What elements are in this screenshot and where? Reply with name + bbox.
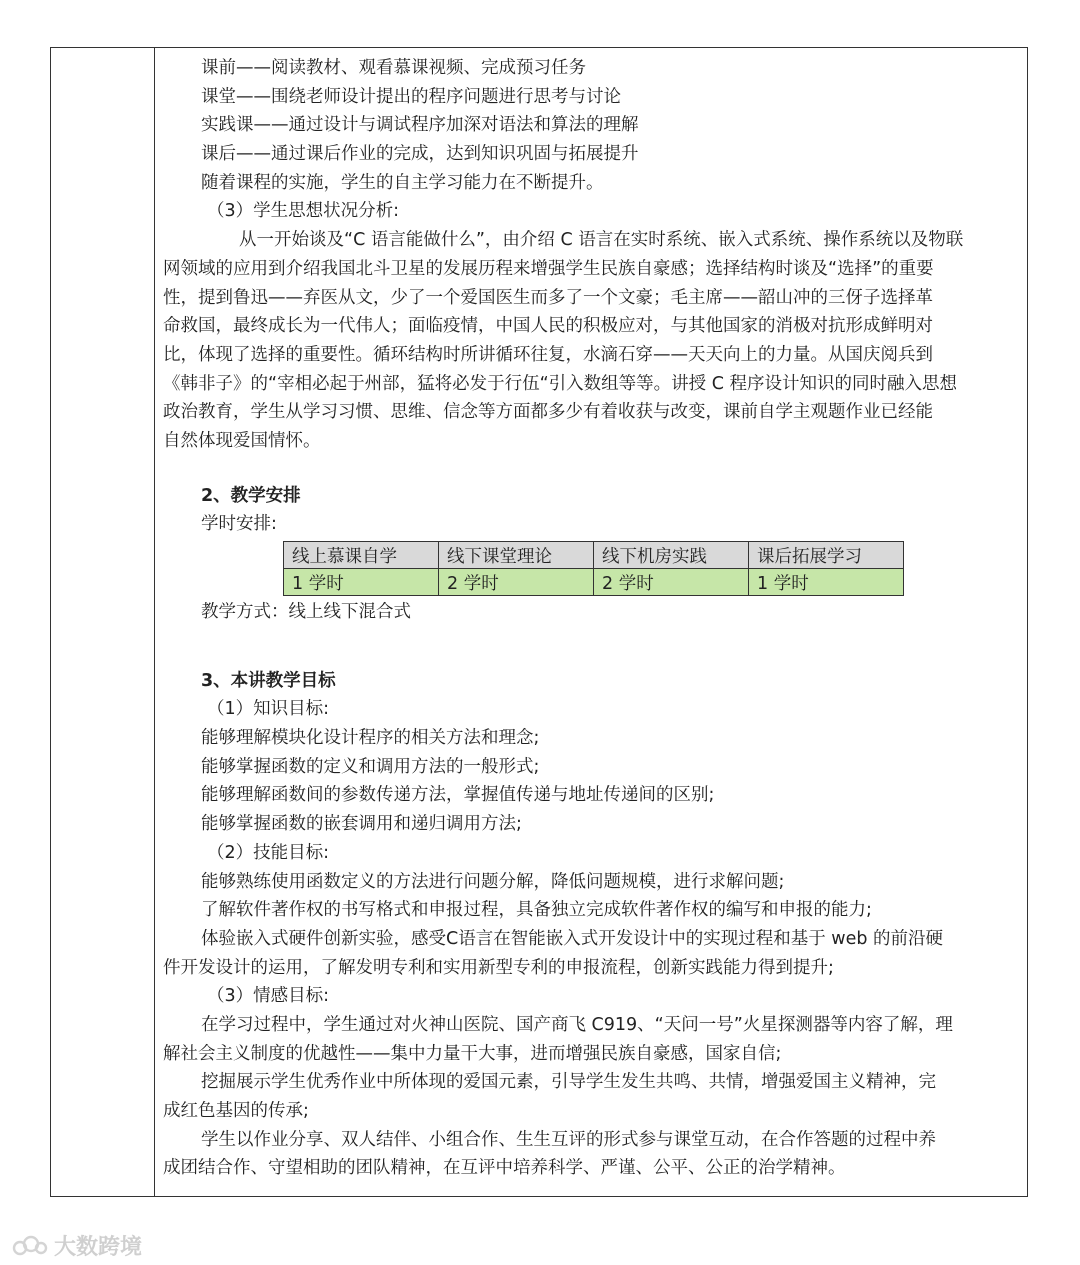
section-heading: 2、教学安排 <box>201 485 301 506</box>
paragraph-line: 成团结合作、守望相助的团队精神，在互评中培养科学、严谨、公平、公正的治学精神。 <box>163 1158 846 1179</box>
table-header-row <box>284 542 904 569</box>
hours-table <box>283 541 904 596</box>
table-header-cell: 课后拓展学习 <box>749 542 904 569</box>
table-cell: 2 学时 <box>439 569 594 596</box>
subsection-title: （2）技能目标: <box>207 842 330 863</box>
table-row <box>284 569 904 596</box>
teaching-method: 教学方式：线上线下混合式 <box>201 602 411 622</box>
section-heading: 3、本讲教学目标 <box>201 670 336 691</box>
table-cell: 1 学时 <box>284 569 439 596</box>
text-line: 课前——阅读教材、观看慕课视频、完成预习任务 <box>201 58 586 78</box>
paragraph-line: 网领域的应用到介绍我国北斗卫星的发展历程来增强学生民族自豪感；选择结构时谈及“选择”的重要 <box>163 258 934 279</box>
paragraph-line: 体验嵌入式硬件创新实验，感受C语言在智能嵌入式开发设计中的实现过程和基于 web 的前沿硬 <box>201 928 944 949</box>
list-item: 能够掌握函数的嵌套调用和递归调用方法; <box>201 814 522 835</box>
table-cell: 1 学时 <box>749 569 904 596</box>
paragraph-line: 《韩非子》的“宰相必起于州部，猛将必发于行伍“引入数组等等。讲授 C 程序设计知识的同时融入思想 <box>163 373 957 394</box>
paragraph-line: 从一开始谈及“C 语言能做什么”，由介绍 C 语言在实时系统、嵌入式系统、操作系统以及物联 <box>239 230 964 251</box>
subsection-title: （3）学生思想状况分析: <box>207 201 400 222</box>
cloud-logo-icon <box>12 1235 48 1257</box>
left-column-cell <box>51 48 155 1196</box>
paragraph-line: 命救国，最终成长为一代伟人；面临疫情，中国人民的积极应对，与其他国家的消极对抗形成鲜明对 <box>163 316 933 337</box>
list-item: 能够熟练使用函数定义的方法进行问题分解，降低问题规模，进行求解问题; <box>201 871 785 892</box>
paragraph-line: 挖掘展示学生优秀作业中所体现的爱国元素，引导学生发生共鸣、共情，增强爱国主义精神，完 <box>201 1072 936 1093</box>
subsection-title: （3）情感目标: <box>207 986 330 1007</box>
list-item: 能够掌握函数的定义和调用方法的一般形式; <box>201 756 540 777</box>
subsection-title: （1）知识目标: <box>207 699 330 720</box>
list-item: 能够理解模块化设计程序的相关方法和理念; <box>201 728 540 749</box>
list-item: 了解软件著作权的书写格式和申报过程，具备独立完成软件著作权的编写和申报的能力; <box>201 900 872 921</box>
text-line: 课后——通过课后作业的完成，达到知识巩固与拓展提升 <box>201 144 639 165</box>
paragraph-line: 成红色基因的传承; <box>163 1101 309 1121</box>
paragraph-line: 性，提到鲁迅——弃医从文，少了一个爱国医生而多了一个文豪；毛主席——韶山冲的三伢子选择革 <box>163 287 933 308</box>
document-table <box>50 47 1028 1197</box>
table-header-cell: 线下课堂理论 <box>439 542 594 569</box>
paragraph-line: 解社会主义制度的优越性——集中力量干大事，进而增强民族自豪感，国家自信; <box>163 1043 782 1064</box>
paragraph-line: 比，体现了选择的重要性。循环结构时所讲循环往复，水滴石穿——天天向上的力量。从国庆阅兵到 <box>163 344 933 365</box>
table-header-cell: 线上慕课自学 <box>284 542 439 569</box>
watermark-text: 大数跨境 <box>54 1235 143 1260</box>
list-item: 能够理解函数间的参数传递方法，掌握值传递与地址传递间的区别; <box>201 785 715 806</box>
content-cell <box>163 54 1023 1183</box>
paragraph-line: 政治教育，学生从学习习惯、思维、信念等方面都多少有着收获与改变，课前自学主观题作业已经能 <box>163 402 933 423</box>
text-line: 实践课——通过设计与调试程序加深对语法和算法的理解 <box>201 115 639 136</box>
watermark <box>12 1230 142 1261</box>
table-cell: 2 学时 <box>594 569 749 596</box>
paragraph-line: 自然体现爱国情怀。 <box>163 430 321 451</box>
text-line: 随着课程的实施，学生的自主学习能力在不断提升。 <box>201 172 604 193</box>
table-header-cell: 线下机房实践 <box>594 542 749 569</box>
paragraph-line: 件开发设计的运用，了解发明专利和实用新型专利的申报流程，创新实践能力得到提升; <box>163 957 834 978</box>
text-line: 课堂——围绕老师设计提出的程序问题进行思考与讨论 <box>201 86 621 107</box>
hours-label: 学时安排: <box>201 514 277 535</box>
paragraph-line: 在学习过程中，学生通过对火神山医院、国产商飞 C919、“天问一号”火星探测器等内容了解，理 <box>201 1014 953 1035</box>
paragraph-line: 学生以作业分享、双人结伴、小组合作、生生互评的形式参与课堂互动，在合作答题的过程中养 <box>201 1129 936 1150</box>
